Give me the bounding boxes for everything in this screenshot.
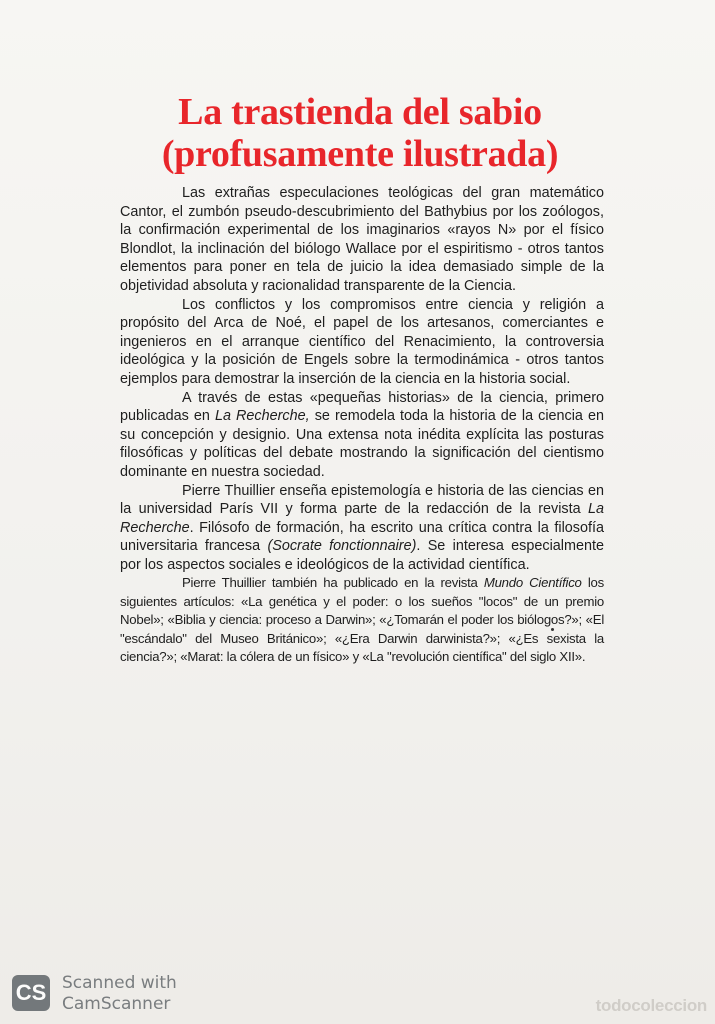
camscanner-line-2: CamScanner	[62, 994, 171, 1014]
todocoleccion-watermark: todocoleccion	[595, 996, 707, 1015]
paragraph-4-italic2: (Socrate fonctionnaire)	[267, 538, 417, 555]
paragraph-5-after: los siguientes artículos: «La genética y el poder: o los sueños "locos" de un premio Nobel»; «Biblia y ciencia: proceso a Darwin»; «¿Tomarán el poder los biólogos?»; «El "escándalo" del Museo Británico»; «¿Era Darwin darwinista?»; «¿Es sexista la ciencia?»; «Marat: la cólera de un físico» y «La "revolución científica" del siglo XII».	[120, 575, 604, 665]
body-text	[120, 184, 604, 667]
paragraph-4-italic1: La Recherche	[120, 501, 604, 536]
ink-speck	[551, 628, 554, 631]
paragraph-5-before: Pierre Thuillier también ha publicado en la revista	[182, 575, 484, 591]
paragraph-4-part3: . Se interesa especialmente por los aspectos sociales e ideológicos de la actividad científica.	[120, 538, 604, 573]
paragraph-3-after: se remodela toda la historia de la ciencia en su concepción y designio. Una extensa nota inédita explícita las posturas filosóficas y políticas del debate mostrando la significación del cientismo dominante en nuestra sociedad.	[120, 408, 604, 480]
paragraph-5-italic: Mundo Científico	[483, 575, 582, 591]
title-line-2: (profusamente ilustrada)	[161, 133, 559, 175]
paragraph-1-text: Las extrañas especulaciones teológicas del gran matemático Cantor, el zumbón pseudo-descubrimiento del Bathybius por los zoólogos, la confirmación experimental de los imaginarios «rayos N» por el físico Blondlot, la inclinación del biólogo Wallace por el espiritismo - otros tantos elementos para poner en tela de juicio la idea demasiado simple de la objetividad absoluta y racionalidad transparente de la Ciencia.	[120, 185, 604, 294]
paragraph-3-before: A través de estas «pequeñas historias» de la ciencia, primero publicadas en	[120, 389, 604, 425]
camscanner-label	[62, 973, 177, 1015]
camscanner-logo-icon: CS	[12, 975, 50, 1011]
paragraph-1	[120, 184, 604, 296]
paragraph-4-part1: Pierre Thuillier enseña epistemología e historia de las ciencias en la universidad París VII y forma parte de la redacción de la revista	[120, 482, 604, 518]
paragraph-4-part2: . Filósofo de formación, ha escrito una crítica contra la filosofía universitaria francesa	[120, 519, 604, 555]
paragraph-4	[120, 482, 604, 575]
paragraph-3	[120, 389, 604, 482]
paragraph-2	[120, 296, 604, 389]
camscanner-line-1: Scanned with	[62, 973, 177, 993]
paragraph-3-italic: La Recherche,	[214, 408, 310, 425]
paragraph-5	[120, 574, 604, 666]
paragraph-2-text: Los conflictos y los compromisos entre ciencia y religión a propósito del Arca de Noé, el papel de los artesanos, comerciantes e ingenieros en el arranque científico del Renacimiento, la controversia ideológica y la posición de Engels sobre la termodinámica - otros tantos ejemplos para demostrar la inserción de la ciencia en la historia social.	[120, 296, 604, 387]
title-line-1: La trastienda del sabio	[178, 91, 542, 133]
